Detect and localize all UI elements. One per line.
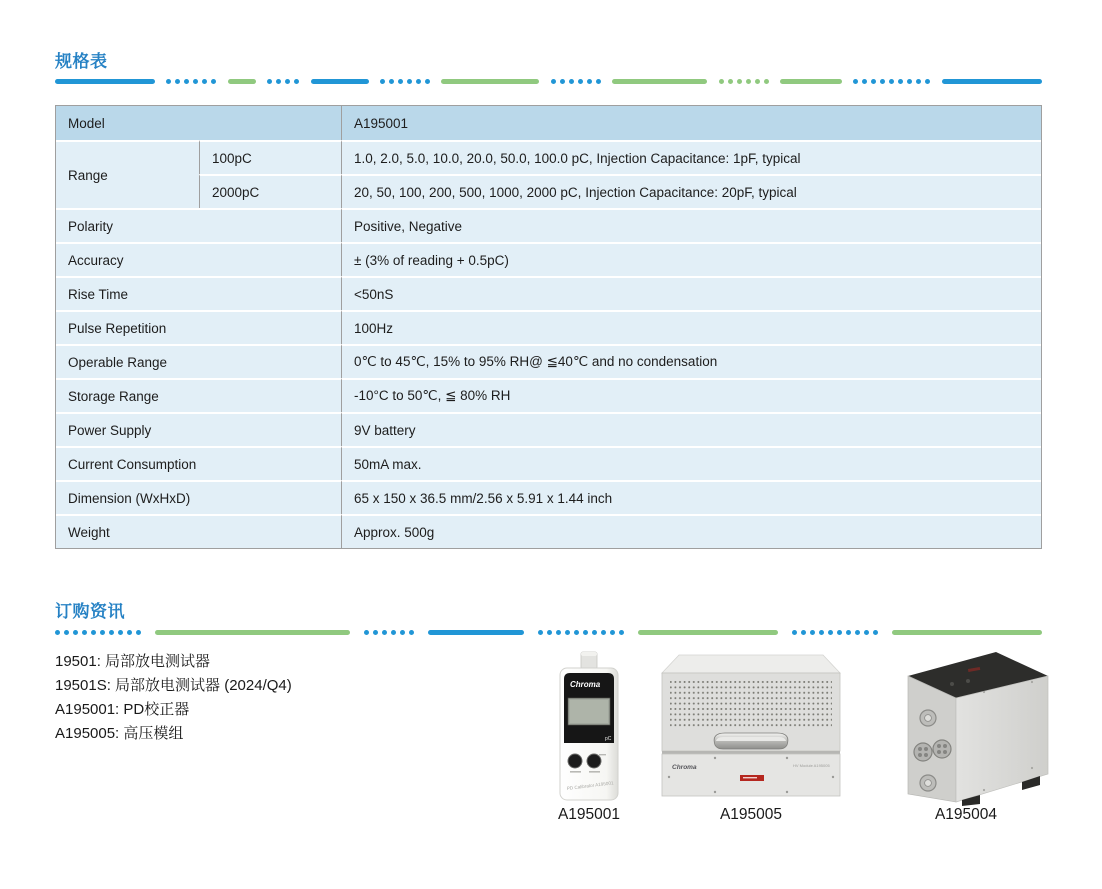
spec-label-dimension: Dimension (WxHxD) <box>56 480 341 514</box>
spec-value-polarity: Positive, Negative <box>341 208 1041 242</box>
spec-value-power-supply: 9V battery <box>341 412 1041 446</box>
separator-line <box>612 79 707 84</box>
table-row <box>56 412 1041 446</box>
range-knob <box>568 754 582 768</box>
box-top-face <box>662 655 840 673</box>
spec-label-weight: Weight <box>56 514 341 548</box>
separator-dots <box>364 630 414 635</box>
separator-line <box>780 79 842 84</box>
separator-line <box>55 79 155 84</box>
separator-line <box>428 630 524 635</box>
product-label-a195004: A195004 <box>934 806 998 823</box>
spec-value-pulse-repetition: 100Hz <box>341 310 1041 344</box>
ventilation-grid <box>670 681 832 729</box>
separator-line <box>942 79 1042 84</box>
spec-label-operable-range: Operable Range <box>56 344 341 378</box>
spec-value-accuracy: ± (3% of reading + 0.5pC) <box>341 242 1041 276</box>
device-caption: PD Calibrator A195001 <box>566 780 614 791</box>
ordering-section-title: 订购资讯 <box>55 602 125 621</box>
product-label-a195001: A195001 <box>557 806 621 823</box>
spec-value-2000pc: 20, 50, 100, 200, 500, 1000, 2000 pC, Injection Capacitance: 20pF, typical <box>341 174 1041 208</box>
decorative-separator <box>55 629 1042 635</box>
spec-label-current-consumption: Current Consumption <box>56 446 341 480</box>
list-item: A195005: 高压模组 <box>55 725 184 742</box>
separator-dots <box>551 79 601 84</box>
ordering-list <box>55 650 292 746</box>
list-item: 19501S: 局部放电测试器 (2024/Q4) <box>55 677 292 694</box>
spec-label-power-supply: Power Supply <box>56 412 341 446</box>
module-side-text: HV Module A195005 <box>793 763 830 768</box>
separator-dots <box>166 79 216 84</box>
spec-sublabel-100pc: 100pC <box>199 140 341 174</box>
separator-line <box>228 79 256 84</box>
list-item: A195001: PD校正器 <box>55 701 190 718</box>
separator-line <box>155 630 350 635</box>
table-row <box>56 106 1041 140</box>
spec-table <box>55 105 1042 549</box>
spec-value-rise-time: <50nS <box>341 276 1041 310</box>
product-image-a195001 <box>549 650 629 807</box>
spec-label-pulse-repetition: Pulse Repetition <box>56 310 341 344</box>
spec-value-operable-range: 0℃ to 45℃, 15% to 95% RH@ ≦40℃ and no condensation <box>341 344 1041 378</box>
separator-dots <box>792 630 878 635</box>
table-row <box>56 242 1041 276</box>
product-image-a195005 <box>655 653 847 802</box>
spec-value-storage-range: -10°C to 50℃, ≦ 80% RH <box>341 378 1041 412</box>
spec-label-rise-time: Rise Time <box>56 276 341 310</box>
separator-line <box>638 630 778 635</box>
table-row <box>56 208 1041 242</box>
separator-dots <box>380 79 430 84</box>
separator-line <box>311 79 369 84</box>
separator-dots <box>538 630 624 635</box>
multi-pin-connector-right <box>933 740 951 758</box>
brand-logo: Chroma <box>570 680 601 689</box>
table-row <box>56 446 1041 480</box>
panel-divider <box>662 751 840 754</box>
spec-value-dimension: 65 x 150 x 36.5 mm/2.56 x 5.91 x 1.44 inch <box>341 480 1041 514</box>
separator-line <box>441 79 539 84</box>
product-label-a195005: A195005 <box>719 806 783 823</box>
separator-dots <box>853 79 930 84</box>
separator-dots <box>55 630 141 635</box>
spec-value-current-consumption: 50mA max. <box>341 446 1041 480</box>
spec-label-range: Range <box>56 140 199 208</box>
table-row <box>56 480 1041 514</box>
spec-value-model: A195001 <box>341 106 1041 140</box>
spec-label-storage-range: Storage Range <box>56 378 341 412</box>
separator-dots <box>267 79 299 84</box>
table-row <box>56 276 1041 310</box>
table-row <box>56 378 1041 412</box>
spec-sublabel-2000pc: 2000pC <box>199 174 341 208</box>
spec-value-100pc: 1.0, 2.0, 5.0, 10.0, 20.0, 50.0, 100.0 pC, Injection Capacitance: 1pF, typical <box>341 140 1041 174</box>
brand-logo: Chroma <box>672 764 697 771</box>
multi-pin-connector-left <box>914 743 932 761</box>
polarity-knob <box>587 754 601 768</box>
screen-unit-label: pC <box>605 736 612 742</box>
list-item: 19501: 局部放电测试器 <box>55 653 211 670</box>
product-image-a195004 <box>876 642 1056 811</box>
table-row <box>56 140 1041 174</box>
table-row <box>56 310 1041 344</box>
table-row <box>56 514 1041 548</box>
table-row <box>56 174 1041 208</box>
spec-section-title: 规格表 <box>55 52 108 71</box>
spec-label-accuracy: Accuracy <box>56 242 341 276</box>
decorative-separator <box>55 78 1042 84</box>
separator-line <box>892 630 1042 635</box>
spec-label-polarity: Polarity <box>56 208 341 242</box>
table-row <box>56 344 1041 378</box>
spec-label-model: Model <box>56 106 341 140</box>
spec-value-weight: Approx. 500g <box>341 514 1041 548</box>
separator-dots <box>719 79 769 84</box>
